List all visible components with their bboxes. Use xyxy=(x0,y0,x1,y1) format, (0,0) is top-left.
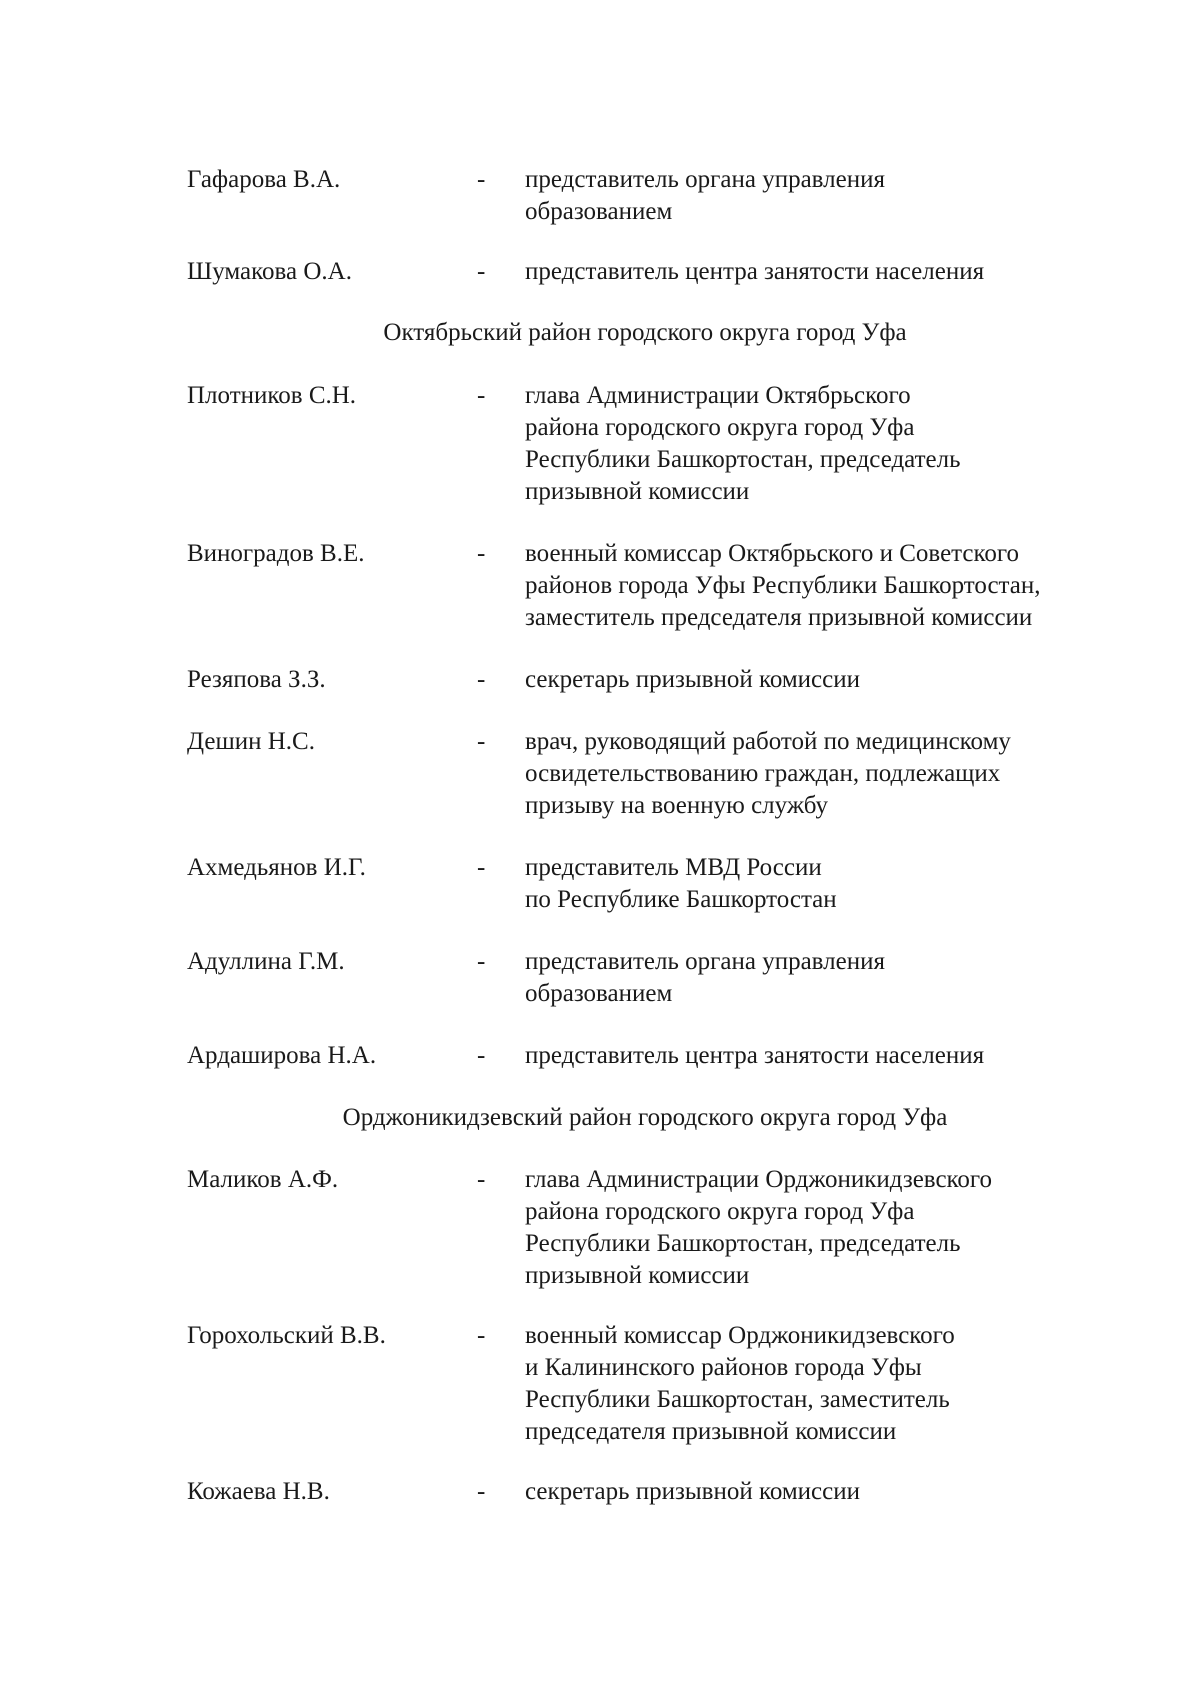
role-line: образованием xyxy=(525,198,673,225)
member-role xyxy=(525,1164,1125,1292)
dash-separator: - xyxy=(477,1042,486,1069)
district-heading-text: Октябрьский район городского округа город Уфа xyxy=(383,319,907,346)
role-line: представитель органа управления xyxy=(525,948,885,975)
member-name: Горохольский В.В. xyxy=(187,1322,386,1349)
member-name: Адуллина Г.М. xyxy=(187,948,345,975)
dash-separator: - xyxy=(477,666,486,693)
member-name: Ардаширова Н.А. xyxy=(187,1042,377,1069)
role-line: Республики Башкортостан, заместитель xyxy=(525,1386,950,1413)
role-line: района городского округа город Уфа xyxy=(525,1198,915,1225)
role-line: Республики Башкортостан, председатель xyxy=(525,446,961,473)
role-line: представитель органа управления xyxy=(525,166,885,193)
member-role xyxy=(525,726,1125,822)
district-heading-text: Орджоникидзевский район городского округа город Уфа xyxy=(342,1104,948,1131)
role-line: глава Администрации Орджоникидзевского xyxy=(525,1166,993,1193)
role-line: заместитель председателя призывной комиссии xyxy=(525,604,1033,631)
role-line: призывной комиссии xyxy=(525,478,750,505)
role-line: по Республике Башкортостан xyxy=(525,886,837,913)
dash-separator: - xyxy=(477,1322,486,1349)
dash-separator: - xyxy=(477,1166,486,1193)
district-heading xyxy=(0,317,1200,349)
role-line: Республики Башкортостан, председатель xyxy=(525,1230,961,1257)
dash-separator: - xyxy=(477,1478,486,1505)
member-role xyxy=(525,946,1125,1010)
member-name: Гафарова В.А. xyxy=(187,166,341,193)
role-line: и Калининского районов города Уфы xyxy=(525,1354,922,1381)
role-line: секретарь призывной комиссии xyxy=(525,666,861,693)
member-role xyxy=(525,256,1125,288)
member-name: Резяпова З.З. xyxy=(187,666,326,693)
member-role xyxy=(525,164,1125,228)
role-line: представитель центра занятости населения xyxy=(525,258,985,285)
dash-separator: - xyxy=(477,166,486,193)
member-role xyxy=(525,538,1125,634)
role-line: военный комиссар Орджоникидзевского xyxy=(525,1322,955,1349)
role-line: глава Администрации Октябрьского xyxy=(525,382,911,409)
dash-separator: - xyxy=(477,854,486,881)
role-line: председателя призывной комиссии xyxy=(525,1418,897,1445)
member-name: Кожаева Н.В. xyxy=(187,1478,330,1505)
role-line: районов города Уфы Республики Башкортостан, xyxy=(525,572,1041,599)
member-role xyxy=(525,664,1125,696)
dash-separator: - xyxy=(477,258,486,285)
role-line: представитель МВД России xyxy=(525,854,822,881)
role-line: освидетельствованию граждан, подлежащих xyxy=(525,760,1001,787)
role-line: представитель центра занятости населения xyxy=(525,1042,985,1069)
role-line: военный комиссар Октябрьского и Советского xyxy=(525,540,1019,567)
member-role xyxy=(525,1320,1125,1448)
member-name: Плотников С.Н. xyxy=(187,382,357,409)
role-line: врач, руководящий работой по медицинскому xyxy=(525,728,1011,755)
member-role xyxy=(525,380,1125,508)
member-name: Ахмедьянов И.Г. xyxy=(187,854,366,881)
member-name: Виноградов В.Е. xyxy=(187,540,365,567)
role-line: района городского округа город Уфа xyxy=(525,414,915,441)
member-role xyxy=(525,1040,1125,1072)
role-line: секретарь призывной комиссии xyxy=(525,1478,861,1505)
dash-separator: - xyxy=(477,382,486,409)
role-line: призывной комиссии xyxy=(525,1262,750,1289)
dash-separator: - xyxy=(477,540,486,567)
member-role xyxy=(525,1476,1125,1508)
member-name: Шумакова О.А. xyxy=(187,258,352,285)
dash-separator: - xyxy=(477,948,486,975)
role-line: образованием xyxy=(525,980,673,1007)
member-name: Маликов А.Ф. xyxy=(187,1166,339,1193)
member-name: Дешин Н.С. xyxy=(187,728,315,755)
role-line: призыву на военную службу xyxy=(525,792,829,819)
dash-separator: - xyxy=(477,728,486,755)
member-role xyxy=(525,852,1125,916)
district-heading xyxy=(0,1102,1200,1134)
